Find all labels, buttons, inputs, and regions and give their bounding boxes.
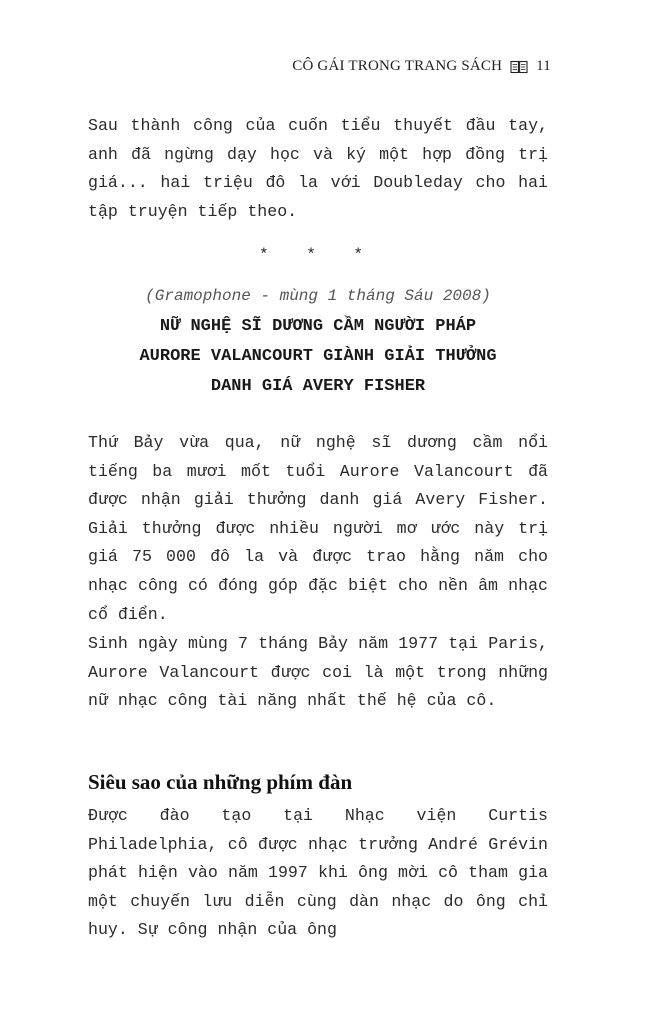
- paragraph-birth: Sinh ngày mùng 7 tháng Bảy năm 1977 tại Paris, Aurore Valancourt được coi là một trong những nữ nhạc công tài năng nhất thế hệ của cô.: [88, 634, 548, 711]
- section-subheading: Siêu sao của những phím đàn: [88, 770, 353, 794]
- book-icon: [510, 60, 528, 74]
- headline-line: AURORE VALANCOURT GIÀNH GIẢI THƯỞNG: [139, 347, 497, 366]
- headline-line: NỮ NGHỆ SĨ DƯƠNG CẦM NGƯỜI PHÁP: [159, 317, 477, 336]
- paragraph-training: Được đào tạo tại Nhạc viện Curtis Philadelphia, cô được nhạc trưởng André Grévin phát hiện vào năm 1997 khi ông mời cô tham gia một chuyến lưu diễn cùng dàn nhạc do ông chỉ huy. Sự công nhận của ông: [88, 806, 548, 940]
- article-headline: [78, 312, 558, 402]
- running-header: [292, 58, 551, 75]
- running-title: CÔ GÁI TRONG TRANG SÁCH: [292, 58, 503, 74]
- section-separator: * * *: [258, 246, 377, 264]
- paragraph-intro: Sau thành công của cuốn tiểu thuyết đầu tay, anh đã ngừng dạy học và ký một hợp đồng trị giá... hai triệu đô la với Doubleday cho hai tập truyện tiếp theo.: [88, 116, 548, 221]
- article-dateline: (Gramophone - mùng 1 tháng Sáu 2008): [145, 287, 491, 305]
- page-number: 11: [536, 58, 551, 74]
- paragraph-award: Thứ Bảy vừa qua, nữ nghệ sĩ dương cầm nổi tiếng ba mươi mốt tuổi Aurore Valancourt đã được nhận giải thưởng danh giá Avery Fisher. Giải thưởng được nhiều người mơ ước này trị giá 75 000 đô la và được trao hằng năm cho nhạc công có đóng góp đặc biệt cho nền âm nhạc cổ điển.: [88, 433, 548, 624]
- headline-line: DANH GIÁ AVERY FISHER: [210, 377, 426, 396]
